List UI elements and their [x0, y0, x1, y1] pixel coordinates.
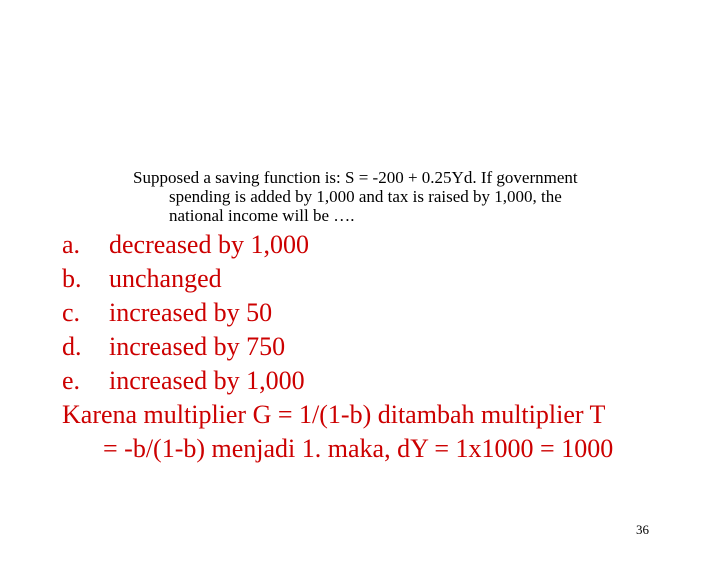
question-line: spending is added by 1,000 and tax is raised by 1,000, the: [169, 187, 562, 206]
question-text: [133, 168, 673, 225]
option-text: increased by 50: [109, 298, 273, 327]
option-letter: e.: [62, 366, 81, 395]
question-line: Supposed a saving function is: S = -200 + 0.25Yd. If government: [133, 168, 578, 187]
question-line: national income will be ….: [169, 206, 355, 225]
option-d: [62, 330, 702, 364]
option-text: unchanged: [109, 264, 222, 293]
option-c: [62, 296, 702, 330]
explanation-line: = -b/(1-b) menjadi 1. maka, dY = 1x1000 = 1000: [103, 434, 614, 463]
option-letter: c.: [62, 298, 81, 327]
option-e: [62, 364, 702, 398]
explanation: [62, 398, 702, 466]
option-b: [62, 262, 702, 296]
option-a: [62, 228, 702, 262]
option-text: increased by 1,000: [109, 366, 305, 395]
option-text: decreased by 1,000: [109, 230, 309, 259]
page-number: 36: [636, 522, 649, 537]
option-letter: b.: [62, 264, 82, 293]
explanation-line: Karena multiplier G = 1/(1-b) ditambah multiplier T: [62, 400, 606, 429]
option-letter: a.: [62, 230, 81, 259]
option-text: increased by 750: [109, 332, 286, 361]
option-letter: d.: [62, 332, 82, 361]
answer-block: [62, 228, 702, 466]
